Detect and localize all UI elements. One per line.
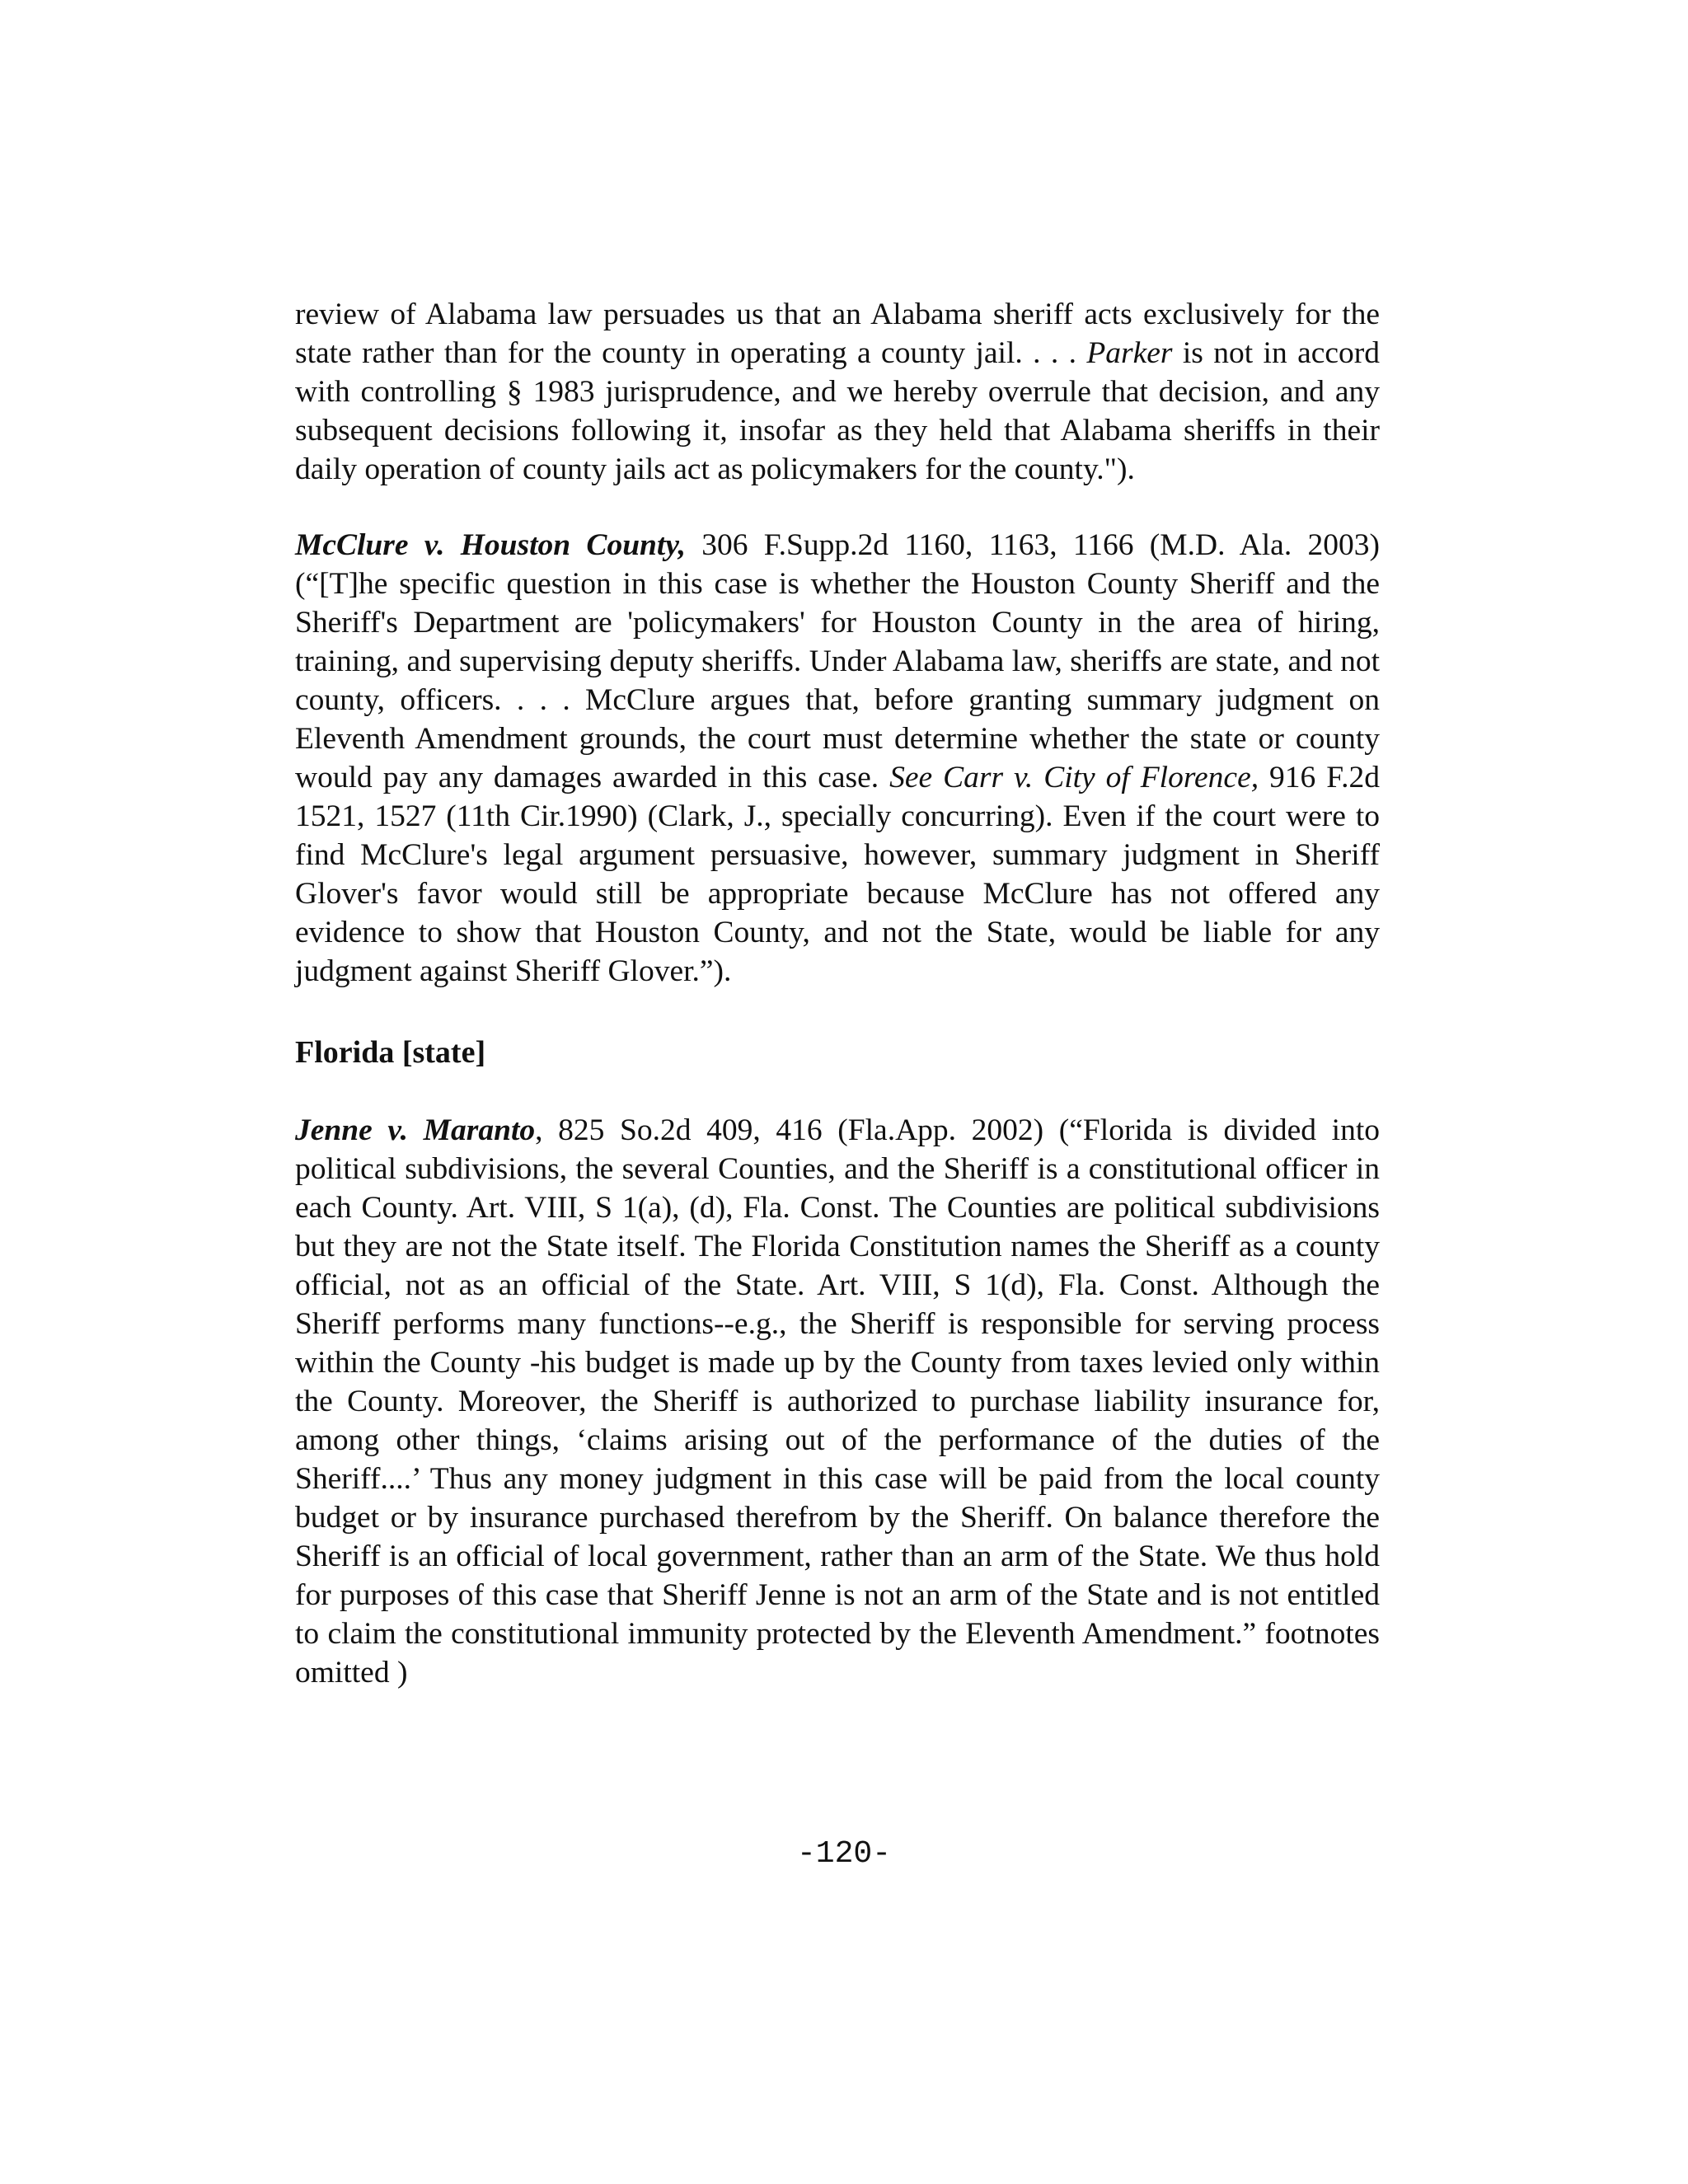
paragraph-text: , 825 So.2d 409, 416 (Fla.App. 2002) (“Florida is divided into political subdivisions, the several Counties, and the Sheriff is a constitutional officer in each County. Art. VIII, S 1(a), (d), Fla. Const. The Counties are political subdivisions but they are not the State itself. The Florida Constitution names the Sheriff as a county official, not as an official of the State. Art. VIII, S 1(d), Fla. Const. Although the Sheriff performs many functions--e.g., the Sheriff is responsible for serving process within the County -his budget is made up by the County from taxes levied only within the County. Moreover, the Sheriff is authorized to purchase liability insurance for, among other things, ‘claims arising out of the performance of the duties of the Sheriff....’ Thus any money judgment in this case will be paid from the local county budget or by insurance purchased therefrom by the Sheriff. On balance therefore the Sheriff is an official of local government, rather than an arm of the State. We thus hold for purposes of this case that Sheriff Jenne is not an arm of the State and is not entitled to claim the constitutional immunity protected by the Eleventh Amendment.” footnotes omitted ) (295, 1113, 1381, 1690)
case-name: McClure v. Houston County, (295, 528, 686, 562)
paragraph-jenne (295, 1111, 1380, 1692)
paragraph-text: is not in accord with controlling § 1983 jurisprudence, and we hereby overrule that decision, and any subsequent decisions following it, insofar as they held that Alabama sheriffs in their daily operation of county jails act as policymakers for the county."). (295, 336, 1380, 486)
page-number: -120- (796, 1836, 892, 1872)
paragraph-text: 306 F.Supp.2d 1160, 1163, 1166 (M.D. Ala. 2003) (“[T]he specific question in this case is whether the Houston County Sheriff and the Sheriff's Department are 'policymakers' for Houston County in the area of hiring, training, and supervising deputy sheriffs. Under Alabama law, sheriffs are state, and not county, officers. . . . McClure argues that, before granting summary judgment on Eleventh Amendment grounds, the court must determine whether the state or county would pay any damages awarded in this case. (295, 528, 1380, 794)
section-heading: Florida [state] (295, 1035, 486, 1070)
paragraph-text: review of Alabama law persuades us that an Alabama sheriff acts exclusively for the state rather than for the county in operating a county jail. . . . (295, 298, 1380, 370)
paragraph-text: 916 F.2d 1521, 1527 (11th Cir.1990) (Clark, J., specially concurring). Even if the court were to find McClure's legal argument persuasive, however, summary judgment in Sheriff Glover's favor would still be appropriate because McClure has not offered any evidence to show that Houston County, and not the State, would be liable for any judgment against Sheriff Glover.”). (295, 761, 1380, 988)
paragraph-mcclure (295, 526, 1380, 991)
paragraph-alabama-quote (295, 295, 1380, 489)
case-name: Jenne v. Maranto (295, 1113, 536, 1147)
case-reference-italic: Parker (1086, 336, 1173, 370)
case-citation-italic: See Carr v. City of Florence, (889, 761, 1259, 794)
